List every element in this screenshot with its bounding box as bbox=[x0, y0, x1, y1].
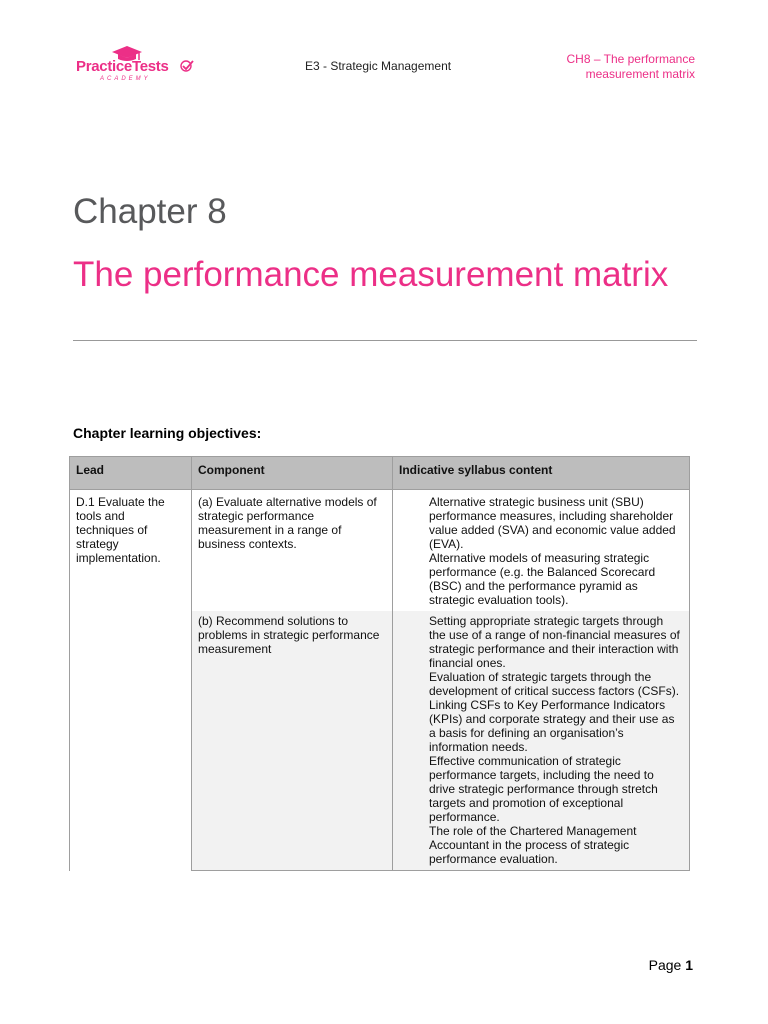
header-chapter-title bbox=[566, 52, 695, 82]
list-item: Alternative strategic business unit (SBU) performance measures, including shareholder value added (SVA) and economic value added (EVA). bbox=[429, 495, 676, 551]
component-cell: (b) Recommend solutions to problems in strategic performance measurement bbox=[192, 611, 393, 871]
logo bbox=[76, 44, 196, 90]
page-number-value: 1 bbox=[685, 957, 693, 973]
list-item: Linking CSFs to Key Performance Indicators (KPIs) and corporate strategy and their use as a basis for defining an organisation’s information needs. bbox=[429, 698, 675, 754]
column-header-content: Indicative syllabus content bbox=[393, 457, 690, 490]
logo-subtext: ACADEMY bbox=[100, 76, 151, 82]
page-number bbox=[649, 957, 693, 973]
table-header-row bbox=[70, 457, 690, 490]
chapter-title: The performance measurement matrix bbox=[73, 255, 669, 294]
column-header-component: Component bbox=[192, 457, 393, 490]
list-item: The role of the Chartered Management Accountant in the process of strategic performance evaluation. bbox=[429, 824, 637, 866]
content-list bbox=[399, 614, 683, 866]
content-cell bbox=[393, 490, 690, 612]
column-header-lead: Lead bbox=[70, 457, 192, 490]
chapter-label: Chapter 8 bbox=[73, 192, 227, 231]
header-course-title: E3 - Strategic Management bbox=[305, 59, 452, 73]
list-item: Alternative models of measuring strategic performance (e.g. the Balanced Scorecard (BSC) and the performance pyramid as strategic evaluation tools). bbox=[429, 551, 656, 607]
content-cell bbox=[393, 611, 690, 871]
checkmark-icon bbox=[180, 60, 194, 72]
header-chapter-line-2: measurement matrix bbox=[585, 67, 695, 81]
objectives-heading: Chapter learning objectives: bbox=[73, 425, 262, 441]
lead-cell: D.1 Evaluate the tools and techniques of strategy implementation. bbox=[70, 490, 192, 871]
list-item: Setting appropriate strategic targets through the use of a range of non-financial measures of strategic performance and their interaction with financial ones. bbox=[429, 614, 680, 670]
page-label: Page bbox=[648, 957, 682, 973]
title-divider bbox=[73, 340, 697, 341]
syllabus-table bbox=[69, 456, 690, 871]
header-chapter-line-1: CH8 – The performance bbox=[566, 52, 695, 66]
logo-text: PracticeTests bbox=[76, 58, 169, 75]
list-item: Effective communication of strategic performance targets, including the need to drive strategic performance through stretch targets and promotion of exceptional performance. bbox=[429, 754, 658, 824]
component-cell: (a) Evaluate alternative models of strategic performance measurement in a range of business contexts. bbox=[192, 490, 393, 612]
table-row bbox=[70, 490, 690, 612]
content-list bbox=[399, 495, 683, 607]
list-item: Evaluation of strategic targets through the development of critical success factors (CSFs). bbox=[429, 670, 680, 698]
